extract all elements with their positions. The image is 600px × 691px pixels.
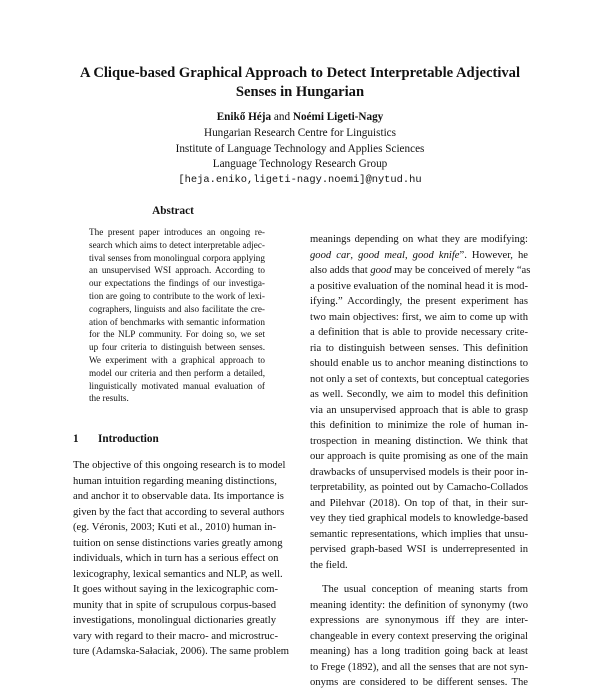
abstract-line: tion are going to contribute to the work of lexi-	[89, 290, 265, 301]
abstract-line: model our criteria and then perform a detailed,	[89, 367, 265, 378]
right-line: via an unsupervised approach that is able to grasp	[310, 404, 528, 416]
right-line: vey they tied graphical models to knowledge-based	[310, 513, 528, 524]
example-good-car: good car	[310, 249, 351, 261]
author-email: [heja.eniko,ligeti-nagy.noemi]@nytud.hu	[178, 174, 422, 187]
example-tail: ”. However, he	[459, 249, 529, 261]
right-line: terpretability, as pointed out by Camacho-Collados	[310, 482, 528, 493]
right-line: trospection in meaning distinction. We think that	[310, 435, 528, 447]
intro-line: (eg. Véronis, 2003; Kuti et al., 2010) human in-	[73, 522, 276, 533]
abstract-line: linguistically motivated manual evaluation of	[89, 380, 265, 391]
abstract-line: the results.	[89, 393, 129, 404]
right-line: meaning identity: the definition of synonymy (two	[310, 599, 528, 611]
abstract-heading: Abstract	[152, 205, 194, 217]
right-line: pervised graph-based WSI is underrepresented in	[310, 544, 528, 555]
title-line-2: Senses in Hungarian	[235, 84, 365, 100]
abstract-line: an unsupervised WSI approach. According to	[89, 265, 265, 276]
right-line: the field.	[310, 559, 348, 571]
affiliation-3: Language Technology Research Group	[212, 158, 388, 171]
section-number: 1	[73, 433, 79, 445]
intro-line: lexicography, lexical semantics and NLP, as well.	[73, 568, 283, 580]
right-line-fragment: also adds that	[310, 265, 371, 276]
abstract-body	[89, 226, 265, 405]
right-line: meaning) has a long tradition going back at least	[310, 646, 528, 657]
affiliation-2: Institute of Language Technology and Applies Sciences	[175, 142, 425, 155]
intro-line: ture (Adamska-Sałaciak, 2006). The same problem	[73, 646, 290, 657]
right-line: onyms are considered to be different senses. The	[310, 677, 528, 688]
right-line: meanings depending on what they are modifying:	[310, 234, 528, 245]
intro-line: munity that in spite of scrupulous corpus-based	[73, 599, 276, 611]
right-line-good	[310, 263, 531, 279]
section-title: Introduction	[98, 433, 159, 445]
right-line: semantic representations, which implies that unsu-	[310, 528, 528, 540]
author-2: Noémi Ligeti-Nagy	[292, 111, 384, 123]
example-good-meal: good meal	[358, 249, 405, 261]
intro-line: vary with regard to their macro- and microstruc-	[73, 630, 279, 642]
right-line-examples: good car, good meal, good knife”. However, he	[310, 249, 529, 261]
intro-line: It goes without saying in the lexicographic com-	[73, 584, 279, 595]
abstract-line: cographers, linguists and also facilitate the cre-	[89, 303, 265, 314]
author-conjunction: and	[273, 111, 291, 123]
abstract-line: search which aims to detect interpretable adjec-	[89, 239, 265, 250]
abstract-line: for the NLP community. For doing so, we set	[89, 329, 265, 340]
title-line-1: A Clique-based Graphical Approach to Detect Interpretable Adjectival	[79, 65, 521, 81]
intro-line: and anchor it to observable data. Its importance is	[73, 491, 284, 502]
right-line: as well. Secondly, we aim to model this definition	[310, 389, 528, 400]
abstract-line: up four criteria to distinguish between senses.	[89, 342, 265, 353]
right-line: changeable in every context preserving the original	[310, 630, 528, 642]
right-line: ria to distinguish between senses. This definition	[310, 342, 528, 354]
intro-line: tuition on sense distinctions varies greatly among	[73, 537, 283, 549]
intro-line: The objective of this ongoing research is to model	[73, 460, 286, 471]
right-line: a definition that is able to provide necessary crite-	[310, 327, 528, 338]
intro-line: human intuition regarding meaning distinctions,	[73, 475, 277, 487]
author-names	[60, 110, 540, 126]
abstract-line: ation of benchmarks with semantic information	[89, 316, 265, 327]
right-line: two main objectives: first, we aim to come up with	[310, 311, 528, 323]
right-line: drawbacks of unsupervised models is their poor in-	[310, 466, 528, 478]
abstract-line: our expectations the findings of our investiga-	[89, 278, 265, 289]
intro-line: given by the fact that according to several authors	[73, 506, 285, 518]
right-line: to Frege (1892), and all the senses that are not syn-	[310, 661, 528, 673]
right-line: should enable us to anchor meaning distinctions to	[310, 358, 528, 369]
right-line: ifying.” Accordingly, the present experiment has	[310, 296, 528, 307]
author-1: Enikő Héja	[216, 111, 272, 123]
intro-line: investigations, monolingual dictionaries greatly	[73, 615, 276, 626]
author-block	[60, 110, 540, 189]
right-line: this definition to minimize the role of human in-	[310, 420, 528, 431]
introduction-body	[73, 458, 290, 660]
right-line: not only a set of contexts, but conceptual categories	[310, 373, 530, 385]
abstract-line: We experiment with a graphical approach to	[89, 354, 265, 365]
word-good: good	[370, 265, 392, 276]
paragraph-gap	[310, 573, 528, 582]
abstract-line: The present paper introduces an ongoing re-	[89, 227, 265, 237]
right-line: expressions are synonymous iff they are inter-	[310, 615, 528, 626]
abstract-line: tival senses from monolingual corpora applying	[89, 252, 265, 263]
intro-line: individuals, which in turn has a serious effect on	[73, 553, 279, 564]
example-good-knife: good knife	[412, 249, 460, 261]
right-line-fragment: may be conceived of merely “as	[391, 265, 531, 276]
right-column-body	[310, 232, 531, 691]
section-heading-introduction	[73, 433, 159, 445]
affiliation-1: Hungarian Research Centre for Linguistics	[204, 126, 396, 139]
paper-title	[60, 64, 540, 102]
right-line: and Pilehvar (2018). On top of that, in their sur-	[310, 497, 528, 509]
right-line: our approach is quite promising as one of the main	[310, 451, 528, 462]
right-line: a positive evaluation of the nominal head it is mod-	[310, 280, 529, 292]
right-line: The usual conception of meaning starts from	[322, 584, 528, 595]
